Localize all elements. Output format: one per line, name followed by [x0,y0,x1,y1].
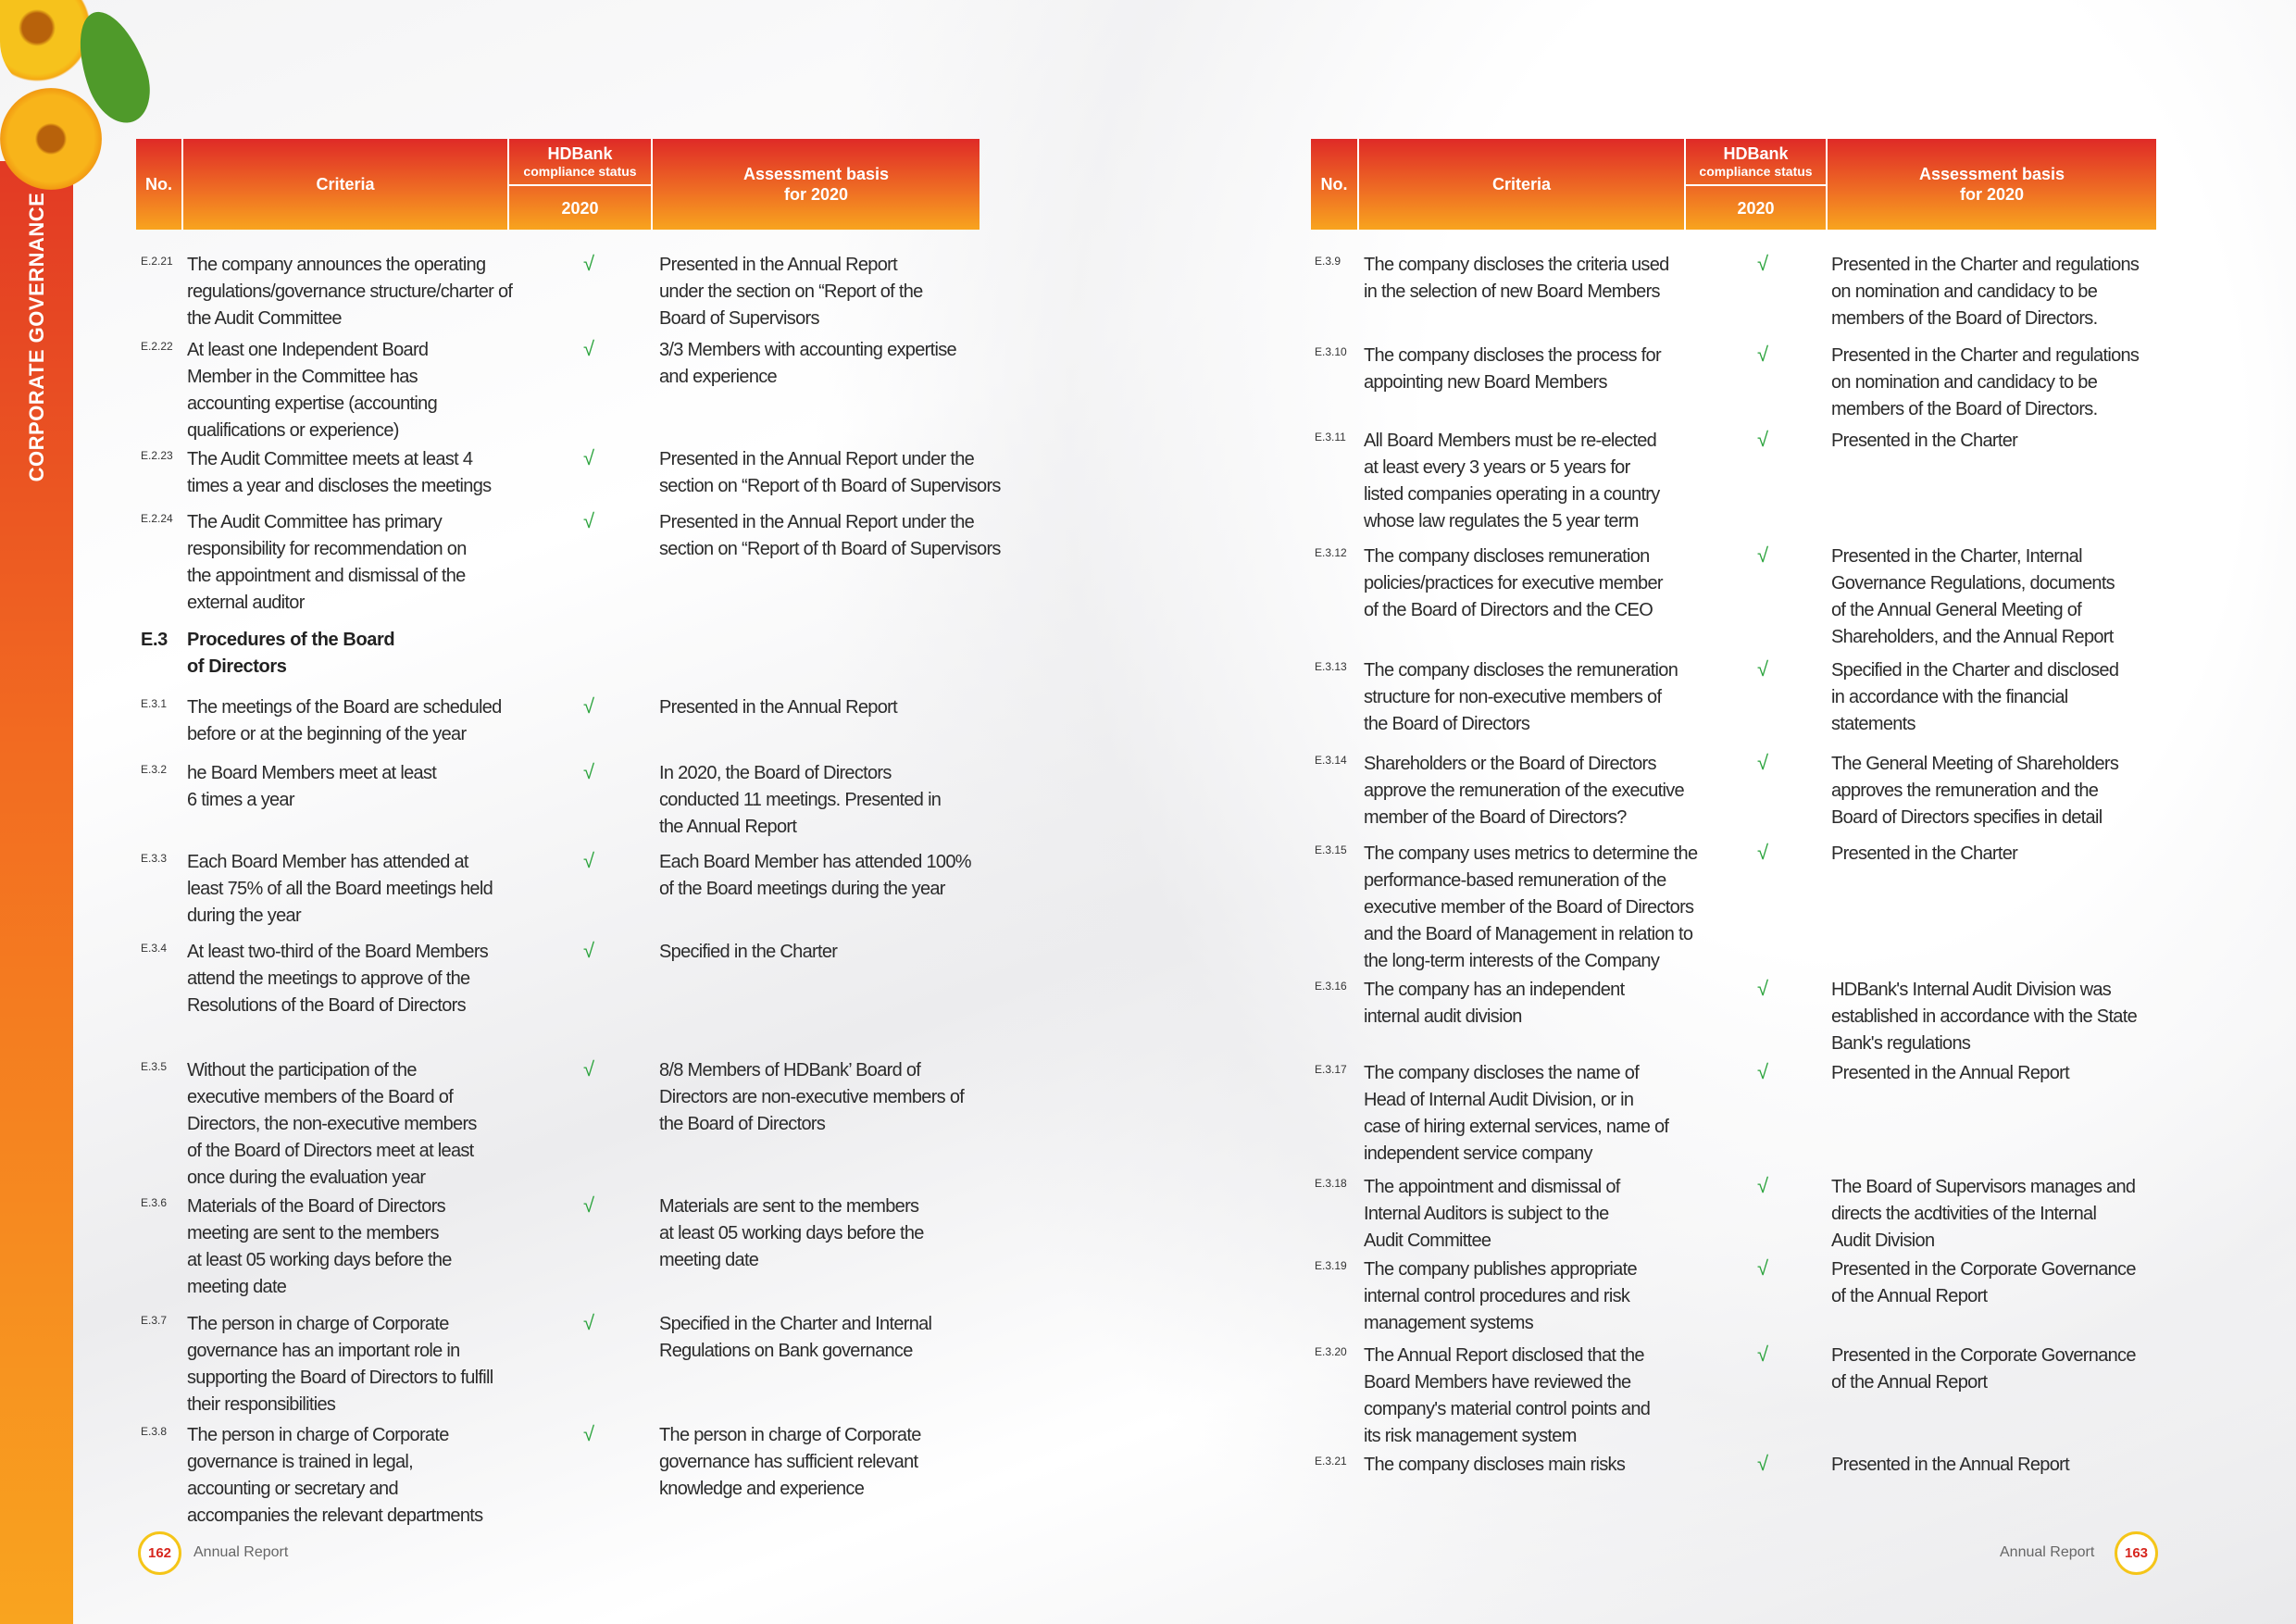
check-icon: √ [1757,657,1769,681]
criteria-line: All Board Members must be re-elected [1364,431,1657,451]
assessment-basis-text [659,1193,924,1274]
criteria-number: E.3.1 [141,697,168,710]
flower-decoration [0,88,102,190]
assessment-basis-text [659,1057,964,1138]
criteria-line: The company has an independent [1364,980,1625,1000]
criteria-line: the long-term interests of the Company [1364,951,1660,971]
criteria-line: Procedures of the Board [187,630,395,650]
criteria-text [187,694,502,748]
criteria-line: attend the meetings to approve of the [187,968,470,989]
check-icon: √ [583,1057,595,1081]
assessment-basis-text [1831,751,2118,831]
check-icon: √ [583,1422,595,1445]
assessment-line: Presented in the Charter [1831,843,2018,864]
criteria-line: company's material control points and [1364,1399,1651,1419]
criteria-number: E.3.19 [1315,1259,1347,1272]
assessment-line: The General Meeting of Shareholders [1831,754,2119,774]
assessment-line: section on “Report of th Board of Supervisors [659,539,1001,559]
criteria-line: meeting are sent to the members [187,1223,439,1243]
criteria-number: E.3.9 [1315,255,1341,268]
assessment-line: Presented in the Annual Report [1831,1063,2069,1083]
criteria-line: case of hiring external services, name of [1364,1117,1669,1137]
criteria-line: The company publishes appropriate [1364,1259,1637,1280]
criteria-line: appointing new Board Members [1364,372,1607,393]
assessment-line: and experience [659,367,777,387]
criteria-text [187,509,467,617]
table-header-right [1311,139,2156,230]
criteria-line: Directors, the non-executive members [187,1114,477,1134]
criteria-number: E.3.2 [141,763,168,776]
criteria-text [1364,252,1669,306]
criteria-line: structure for non-executive members of [1364,687,1662,707]
assessment-line: members of the Board of Directors. [1831,308,2098,329]
criteria-number: E.3.5 [141,1060,168,1073]
criteria-line: governance has an important role in [187,1341,460,1361]
criteria-number: E.3.6 [141,1196,168,1209]
assessment-line: the Board of Directors [659,1114,826,1134]
assessment-basis-text [1831,1060,2069,1087]
criteria-line: external auditor [187,593,305,613]
assessment-line: Presented in the Corporate Governance [1831,1259,2136,1280]
criteria-line: 6 times a year [187,790,294,810]
criteria-line: Without the participation of the [187,1060,417,1081]
check-icon: √ [1757,343,1769,366]
section-number: E.3 [141,630,168,650]
assessment-line: Presented in the Charter and regulations [1831,255,2140,275]
criteria-number: E.3.10 [1315,345,1347,358]
assessment-basis-text [1831,428,2017,455]
criteria-line: of Directors [187,656,287,677]
criteria-text [187,939,488,1019]
assessment-line: Presented in the Charter, Internal [1831,546,2082,567]
criteria-text [1364,343,1661,396]
check-icon: √ [583,849,595,872]
criteria-line: listed companies operating in a country [1364,484,1660,505]
page-number-badge: 162 [138,1531,181,1575]
assessment-line: The Board of Supervisors manages and [1831,1177,2136,1197]
assessment-line: of the Annual General Meeting of [1831,600,2082,620]
criteria-line: At least two-third of the Board Members [187,942,489,962]
criteria-line: regulations/governance structure/charter of [187,281,513,302]
assessment-basis-text [1831,1452,2069,1479]
criteria-line: executive member of the Board of Directors [1364,897,1694,918]
criteria-number: E.2.21 [141,255,173,268]
assessment-line: 3/3 Members with accounting expertise [659,340,956,360]
footer-label: Annual Report [193,1544,289,1560]
header-compliance [1686,139,1828,230]
criteria-line: of the Board of Directors and the CEO [1364,600,1653,620]
criteria-line: The Audit Committee meets at least 4 [187,449,473,469]
assessment-line: The person in charge of Corporate [659,1425,921,1445]
criteria-number: E.2.23 [141,449,173,462]
criteria-line: internal control procedures and risk [1364,1286,1630,1306]
criteria-line: supporting the Board of Directors to fulfill [187,1368,493,1388]
header-criteria: Criteria [183,139,509,230]
table-header-left [136,139,980,230]
criteria-text [1364,977,1624,1031]
criteria-line: internal audit division [1364,1006,1522,1027]
criteria-line: Resolutions of the Board of Directors [187,995,466,1016]
criteria-line: The company discloses main risks [1364,1455,1626,1475]
assessment-basis-text [1831,343,2139,423]
header-compliance [509,139,653,230]
criteria-number: E.2.24 [141,512,173,525]
criteria-line: The person in charge of Corporate [187,1425,449,1445]
assessment-line: section on “Report of th Board of Supervisors [659,476,1001,496]
assessment-line: Presented in the Annual Report under the [659,512,975,532]
criteria-number: E.3.21 [1315,1455,1347,1468]
check-icon: √ [583,939,595,962]
assessment-line: at least 05 working days before the [659,1223,924,1243]
criteria-line: accounting or secretary and [187,1479,398,1499]
criteria-text [1364,1060,1668,1168]
assessment-line: conducted 11 meetings. Presented in [659,790,942,810]
assessment-line: Presented in the Annual Report [659,255,897,275]
assessment-line: knowledge and experience [659,1479,865,1499]
assessment-line: Materials are sent to the members [659,1196,919,1217]
assessment-line: Presented in the Annual Report under the [659,449,975,469]
criteria-line: The company announces the operating [187,255,486,275]
criteria-text [187,1311,493,1418]
criteria-line: approve the remuneration of the executive [1364,781,1684,801]
header-assessment-line: for 2020 [1959,185,2025,204]
check-icon: √ [1757,1343,1769,1366]
assessment-line: members of the Board of Directors. [1831,399,2098,419]
check-icon: √ [1757,977,1769,1000]
check-icon: √ [583,509,595,532]
assessment-line: Regulations on Bank governance [659,1341,913,1361]
check-icon: √ [583,1311,595,1334]
section-sidebar [0,161,73,1624]
criteria-text [1364,1174,1620,1255]
page-number-badge: 163 [2115,1531,2158,1575]
assessment-basis-text [659,939,837,966]
criteria-line: The person in charge of Corporate [187,1314,449,1334]
criteria-line: executive members of the Board of [187,1087,454,1107]
criteria-text [1364,657,1678,738]
header-no: No. [136,139,183,230]
assessment-line: Presented in the Charter [1831,431,2018,451]
check-icon: √ [583,694,595,718]
header-no: No. [1311,139,1359,230]
check-icon: √ [583,337,595,360]
assessment-line: Directors are non-executive members of [659,1087,965,1107]
criteria-number: E.2.22 [141,340,173,353]
check-icon: √ [1757,1174,1769,1197]
criteria-number: E.3.17 [1315,1063,1347,1076]
criteria-text [1364,841,1697,975]
assessment-line: established in accordance with the State [1831,1006,2137,1027]
assessment-line: of the Annual Report [1831,1372,1988,1393]
assessment-line: Board of Supervisors [659,308,819,329]
criteria-line: times a year and discloses the meetings [187,476,492,496]
criteria-line: at least 05 working days before the [187,1250,452,1270]
criteria-text [1364,751,1684,831]
criteria-line: The Annual Report disclosed that the [1364,1345,1644,1366]
assessment-basis-text [1831,657,2118,738]
assessment-line: of the Board meetings during the year [659,879,945,899]
criteria-line: its risk management system [1364,1426,1577,1446]
assessment-basis-text [1831,543,2115,651]
criteria-text [187,1193,452,1301]
criteria-line: during the year [187,906,301,926]
assessment-line: in accordance with the financial [1831,687,2068,707]
criteria-text [187,760,436,814]
check-icon: √ [1757,543,1769,567]
criteria-line: he Board Members meet at least [187,763,437,783]
criteria-line: Internal Auditors is subject to the [1364,1204,1609,1224]
criteria-line: accompanies the relevant departments [187,1505,483,1526]
check-icon: √ [1757,252,1769,275]
criteria-line: governance is trained in legal, [187,1452,414,1472]
assessment-basis-text [1831,1174,2135,1255]
assessment-basis-text [659,337,956,391]
criteria-line: of the Board of Directors meet at least [187,1141,474,1161]
header-assessment-line: Assessment basis [742,165,890,183]
criteria-line: whose law regulates the 5 year term [1364,511,1639,531]
criteria-number: E.3.14 [1315,754,1347,767]
assessment-line: Presented in the Annual Report [659,697,897,718]
assessment-line: Presented in the Annual Report [1831,1455,2069,1475]
criteria-line: before or at the beginning of the year [187,724,467,744]
check-icon: √ [1757,1452,1769,1475]
criteria-line: The appointment and dismissal of [1364,1177,1620,1197]
criteria-line: Audit Committee [1364,1230,1491,1251]
criteria-number: E.3.8 [141,1425,168,1438]
criteria-line: Materials of the Board of Directors [187,1196,445,1217]
assessment-line: HDBank's Internal Audit Division was [1831,980,2112,1000]
assessment-line: on nomination and candidacy to be [1831,281,2098,302]
assessment-basis-text [659,252,923,332]
criteria-text [187,1057,477,1192]
criteria-number: E.3.18 [1315,1177,1347,1190]
criteria-line: Board Members have reviewed the [1364,1372,1631,1393]
criteria-line: independent service company [1364,1143,1592,1164]
criteria-number: E.3.7 [141,1314,168,1327]
assessment-basis-text [659,1422,921,1503]
assessment-basis-text [659,849,971,903]
criteria-line: The company discloses the process for [1364,345,1661,366]
criteria-text [1364,1343,1650,1450]
footer-label: Annual Report [2000,1544,2095,1560]
criteria-line: at least every 3 years or 5 years for [1364,457,1630,478]
assessment-basis-text [1831,1256,2136,1310]
assessment-basis-text [1831,1343,2136,1396]
criteria-number: E.3.3 [141,852,168,865]
assessment-line: Governance Regulations, documents [1831,573,2115,593]
criteria-line: their responsibilities [187,1394,336,1415]
criteria-line: The Audit Committee has primary [187,512,443,532]
criteria-line: The company discloses the criteria used [1364,255,1669,275]
criteria-number: E.3.15 [1315,843,1347,856]
assessment-line: statements [1831,714,1915,734]
assessment-basis-text [659,1311,931,1365]
assessment-line: on nomination and candidacy to be [1831,372,2098,393]
assessment-line: under the section on “Report of the [659,281,923,302]
assessment-basis-text [659,760,941,841]
assessment-line: 8/8 Members of HDBank’ Board of [659,1060,921,1081]
criteria-text [187,337,437,444]
assessment-basis-text [1831,977,2137,1057]
criteria-text [1364,1256,1637,1337]
assessment-line: In 2020, the Board of Directors [659,763,892,783]
assessment-line: Audit Division [1831,1230,1935,1251]
criteria-line: member of the Board of Directors? [1364,807,1627,828]
check-icon: √ [1757,428,1769,451]
criteria-number: E.3.20 [1315,1345,1347,1358]
assessment-line: Specified in the Charter and Internal [659,1314,932,1334]
criteria-text [187,252,512,332]
criteria-line: The company uses metrics to determine the [1364,843,1698,864]
criteria-line: The company discloses remuneration [1364,546,1650,567]
assessment-basis-text [659,694,897,721]
criteria-text [1364,428,1660,535]
criteria-text [1364,543,1663,624]
check-icon: √ [1757,841,1769,864]
criteria-line: Each Board Member has attended at [187,852,468,872]
criteria-line: The company discloses the remuneration [1364,660,1678,681]
criteria-line: performance-based remuneration of the [1364,870,1666,891]
assessment-line: meeting date [659,1250,759,1270]
criteria-number: E.3.12 [1315,546,1347,559]
header-year: 2020 [561,198,599,218]
header-compliance-status: compliance status [523,164,637,179]
assessment-line: Each Board Member has attended 100% [659,852,971,872]
check-icon: √ [1757,1060,1769,1083]
assessment-line: Specified in the Charter and disclosed [1831,660,2119,681]
check-icon: √ [583,760,595,783]
header-criteria: Criteria [1359,139,1686,230]
assessment-line: approves the remuneration and the [1831,781,2099,801]
check-icon: √ [583,252,595,275]
header-assessment [653,139,980,230]
criteria-number: E.3.16 [1315,980,1347,993]
assessment-line: governance has sufficient relevant [659,1452,918,1472]
header-year: 2020 [1737,198,1775,218]
criteria-line: the appointment and dismissal of the [187,566,466,586]
header-assessment [1828,139,2156,230]
criteria-line: responsibility for recommendation on [187,539,467,559]
criteria-line: once during the evaluation year [187,1168,426,1188]
assessment-line: Shareholders, and the Annual Report [1831,627,2114,647]
criteria-line: management systems [1364,1313,1534,1333]
assessment-line: Presented in the Corporate Governance [1831,1345,2136,1366]
criteria-line: Member in the Committee has [187,367,418,387]
assessment-line: of the Annual Report [1831,1286,1988,1306]
header-compliance-status: compliance status [1699,164,1813,179]
check-icon: √ [1757,751,1769,774]
assessment-basis-text [1831,252,2139,332]
criteria-text [1364,1452,1625,1479]
criteria-line: The meetings of the Board are scheduled [187,697,502,718]
criteria-number: E.3.13 [1315,660,1347,673]
section-label: CORPORATE GOVERNANCE [25,192,48,482]
criteria-line: and the Board of Management in relation to [1364,924,1693,944]
criteria-text [187,446,491,500]
criteria-line: The company discloses the name of [1364,1063,1640,1083]
header-assessment-line: Assessment basis [1918,165,2065,183]
criteria-number: E.3.4 [141,942,168,955]
criteria-line: Head of Internal Audit Division, or in [1364,1090,1634,1110]
check-icon: √ [583,446,595,469]
section-title [187,627,394,681]
assessment-line: Bank's regulations [1831,1033,1971,1054]
criteria-line: qualifications or experience) [187,420,399,441]
assessment-line: Board of Directors specifies in detail [1831,807,2103,828]
assessment-line: Presented in the Charter and regulations [1831,345,2140,366]
assessment-basis-text [659,446,1001,500]
criteria-number: E.3.11 [1315,431,1346,443]
criteria-text [187,1422,482,1530]
criteria-line: the Audit Committee [187,308,342,329]
criteria-line: the Board of Directors [1364,714,1530,734]
assessment-line: the Annual Report [659,817,797,837]
check-icon: √ [1757,1256,1769,1280]
criteria-line: policies/practices for executive member [1364,573,1663,593]
check-icon: √ [583,1193,595,1217]
criteria-text [187,849,493,930]
criteria-line: Shareholders or the Board of Directors [1364,754,1656,774]
criteria-line: accounting expertise (accounting [187,394,438,414]
criteria-line: in the selection of new Board Members [1364,281,1660,302]
assessment-basis-text [659,509,1001,563]
assessment-line: Specified in the Charter [659,942,838,962]
header-assessment-line: for 2020 [783,185,849,204]
header-hdbank: HDBank [547,144,613,163]
assessment-basis-text [1831,841,2017,868]
criteria-line: meeting date [187,1277,287,1297]
header-hdbank: HDBank [1723,144,1789,163]
criteria-line: least 75% of all the Board meetings held [187,879,493,899]
assessment-line: directs the acdtivities of the Internal [1831,1204,2097,1224]
criteria-line: At least one Independent Board [187,340,429,360]
